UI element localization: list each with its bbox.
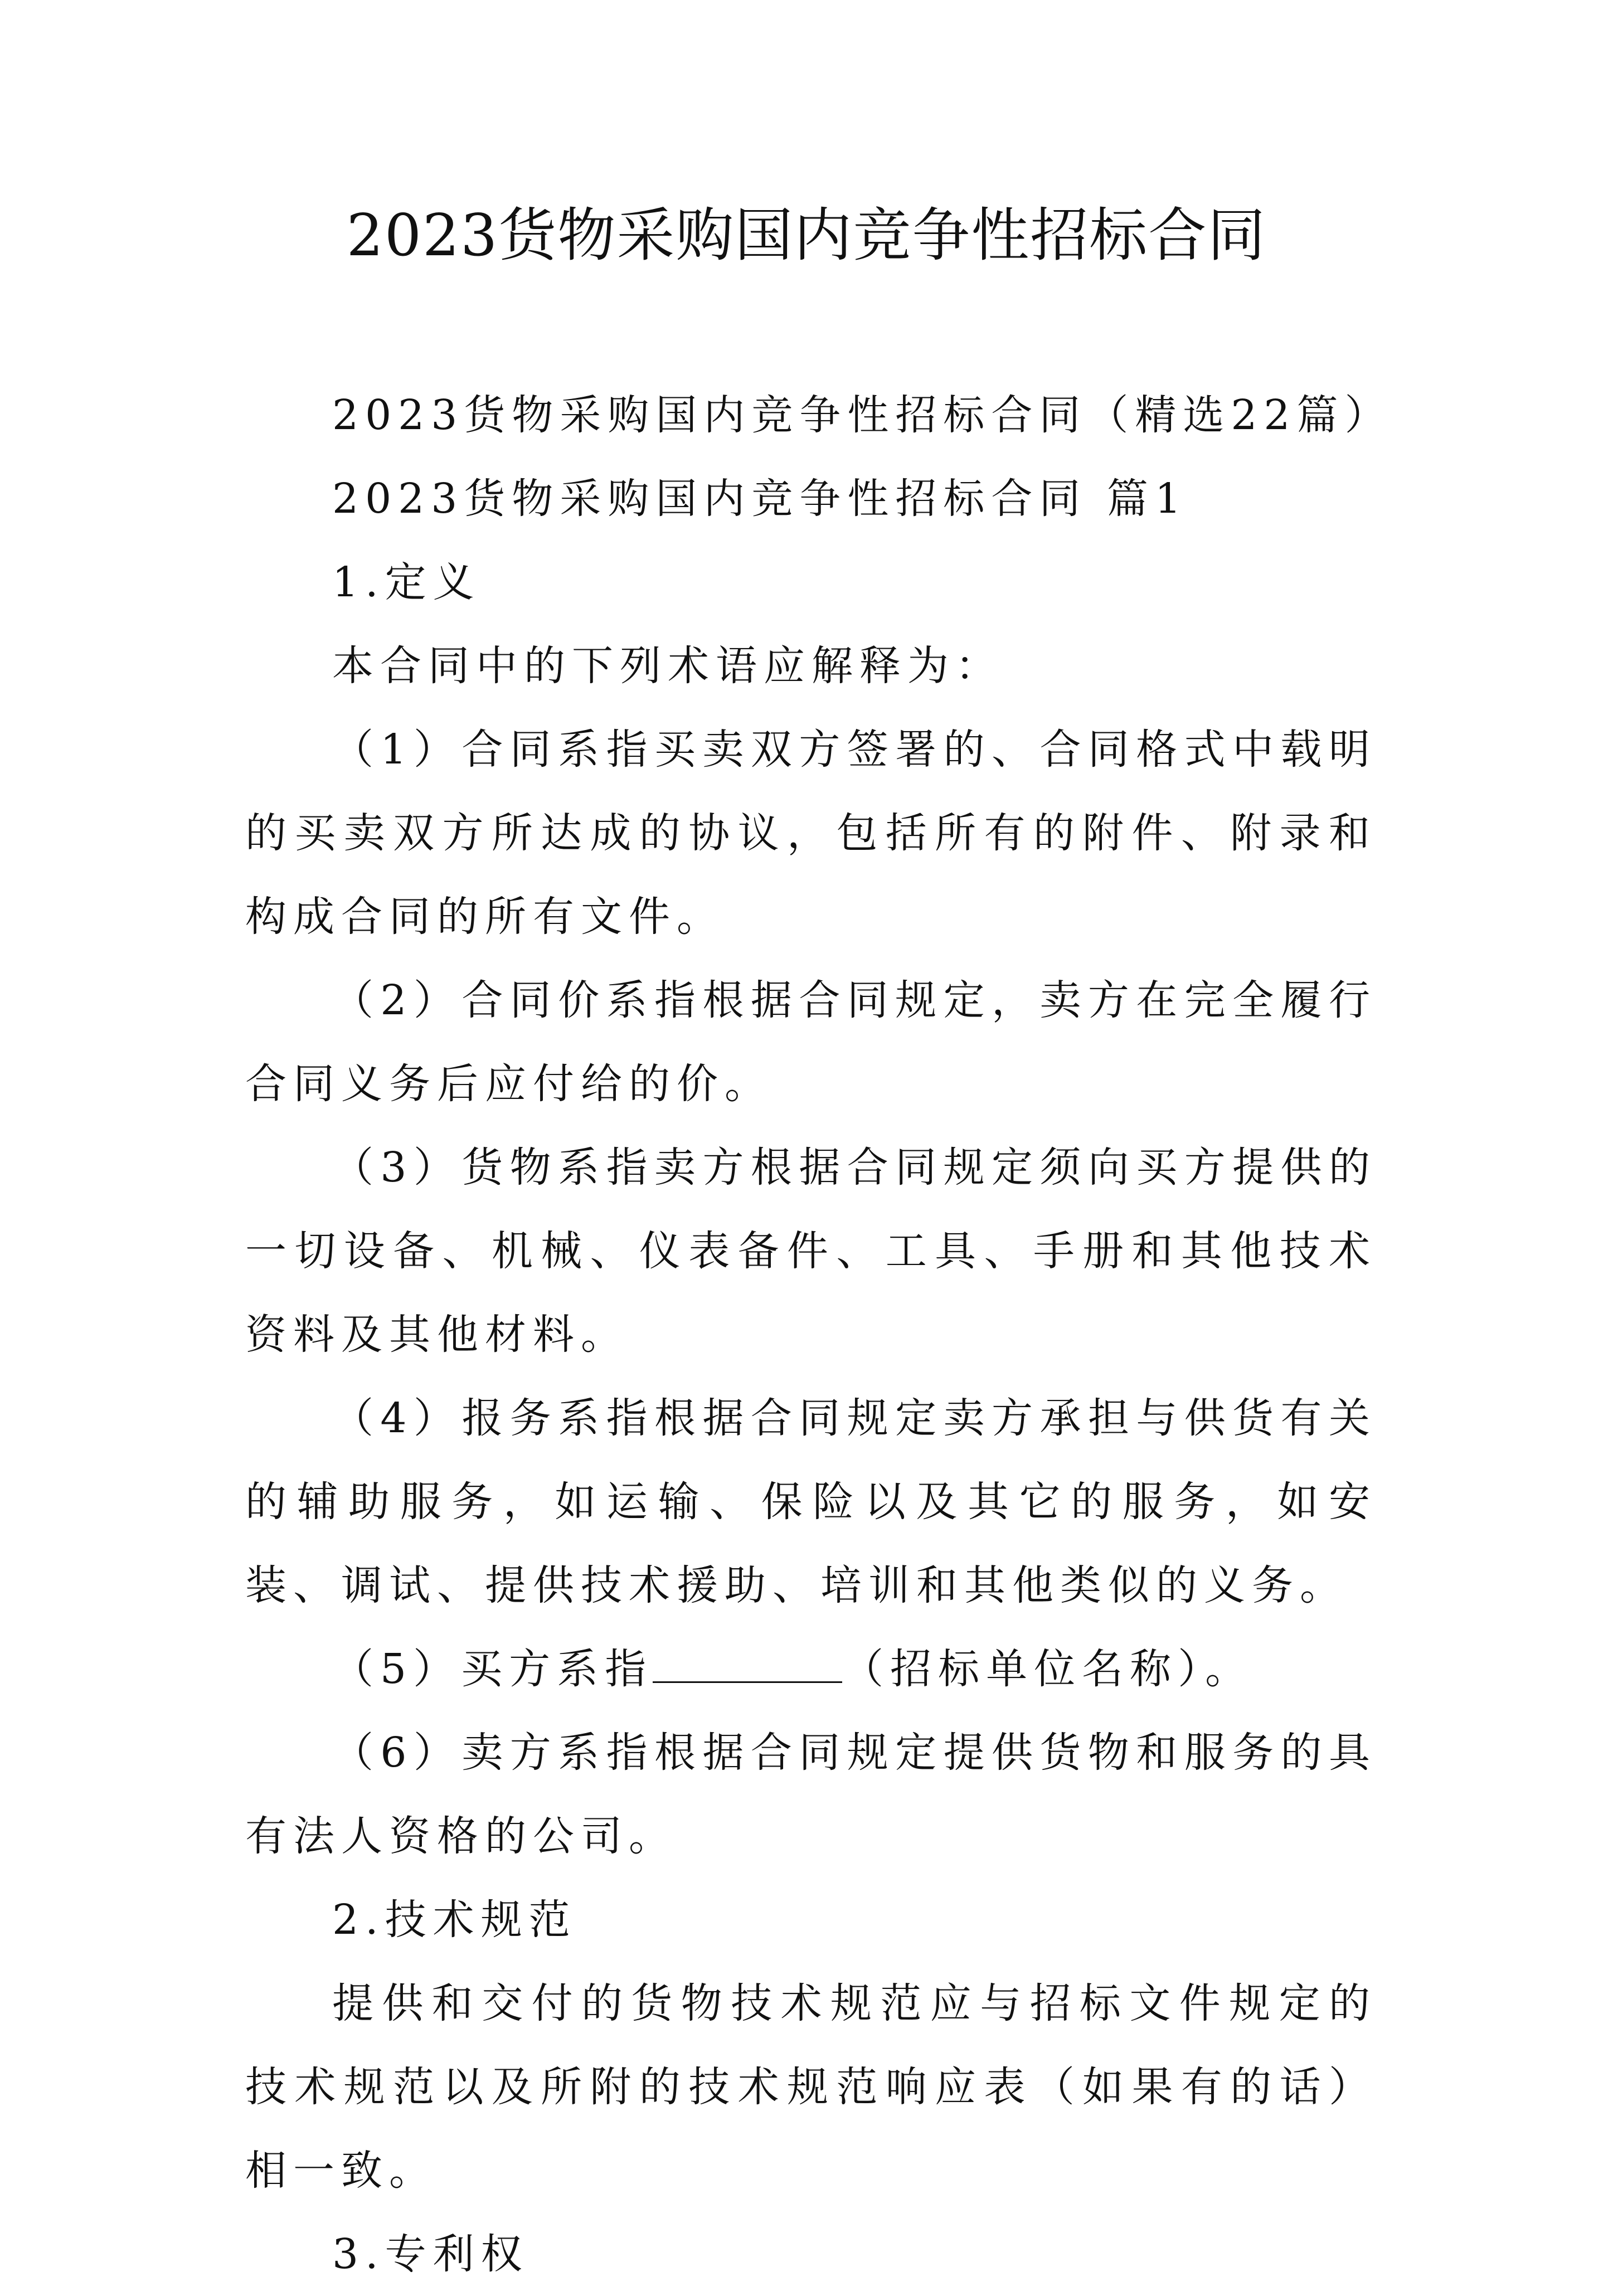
buyer-name-blank [653, 1649, 842, 1683]
paragraph-article-heading: 2023货物采购国内竞争性招标合同 篇1 [332, 475, 1188, 523]
definition-goods: （3）货物系指卖方根据合同规定须向买方提供的一切设备、机械、仪表备件、工具、手册和其他技术资料及其他材料。 [245, 1144, 1377, 1359]
definition-services: （4）报务系指根据合同规定卖方承担与供货有关的辅助服务，如运输、保险以及其它的服务，如安装、调试、提供技术援助、培训和其他类似的义务。 [245, 1394, 1377, 1609]
section-heading-technical-specs: 2.技术规范 [332, 1896, 577, 1944]
definition-contract: （1）合同系指买卖双方签署的、合同格式中载明的买卖双方所达成的协议，包括所有的附件、附录和构成合同的所有文件。 [245, 726, 1377, 941]
buyer-clause-after: （招标单位名称）。 [842, 1645, 1254, 1693]
definition-buyer [245, 1627, 1377, 1711]
section-heading-definitions: 1.定义 [332, 558, 481, 606]
paragraph-terms-intro: 本合同中的下列术语应解释为： [332, 642, 1003, 690]
paragraph-subtitle: 2023货物采购国内竞争性招标合同（精选22篇） [332, 391, 1393, 439]
document-body [245, 373, 1393, 2296]
definition-seller: （6）卖方系指根据合同规定提供货物和服务的具有法人资格的公司。 [245, 1729, 1377, 1860]
paragraph-technical-specs: 提供和交付的货物技术规范应与招标文件规定的技术规范以及所附的技术规范响应表（如果有的话）相一致。 [245, 1979, 1377, 2195]
section-heading-patent: 3.专利权 [332, 2230, 529, 2278]
definition-contract-price: （2）合同价系指根据合同规定，卖方在完全履行合同义务后应付给的价。 [245, 976, 1377, 1108]
buyer-clause-before: （5）买方系指 [332, 1645, 653, 1693]
document-title: 2023货物采购国内竞争性招标合同 [346, 201, 1267, 269]
